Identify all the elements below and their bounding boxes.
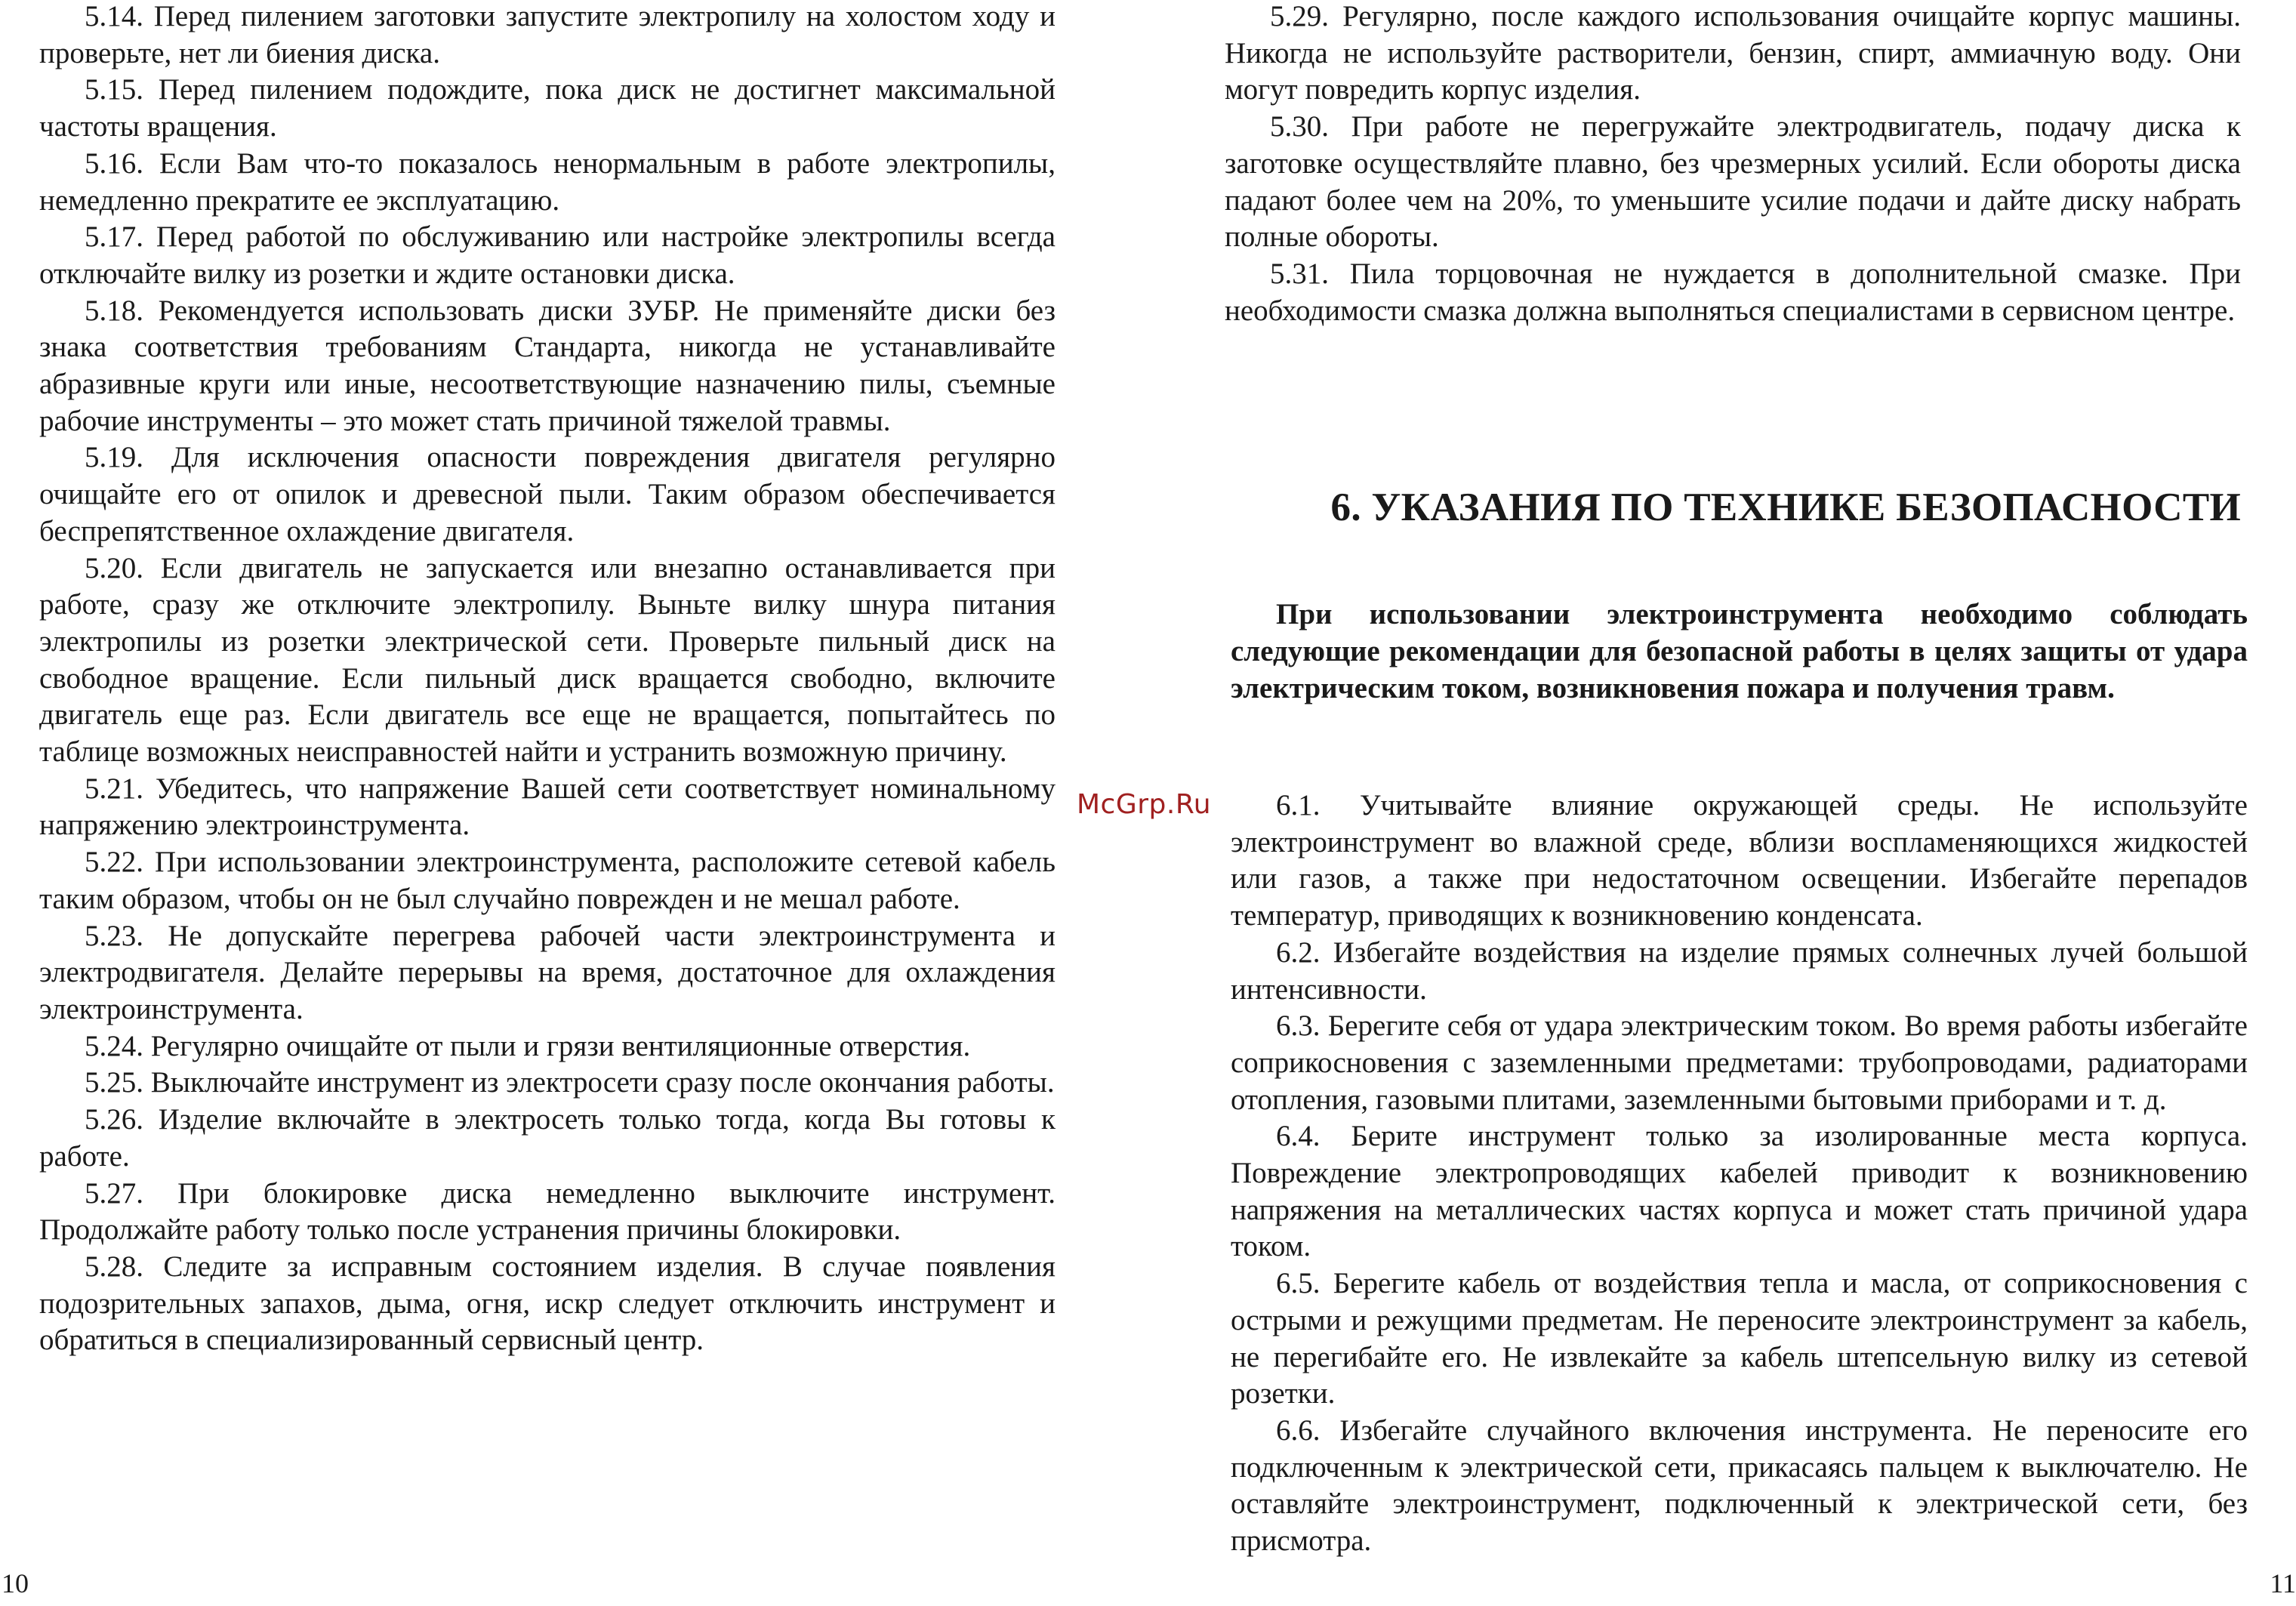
paragraph-6-4: 6.4. Берите инструмент только за изолированные места корпуса. Повреждение электропроводящих кабелей приводит к возникновению напряжения на металлических частях корпуса и может стать причиной удара током. [1231,1120,2248,1263]
paragraph-6-5: 6.5. Берегите кабель от воздействия тепла и масла, от соприкосновения с острыми и режущими предметам. Не переносите электроинструмент за кабель, не перегибайте его. Не извлекайте за кабель штепсельную вилку из сетевой розетки. [1231,1267,2248,1410]
paragraph-5-23: 5.23. Не допускайте перегрева рабочей части электроинструмента и электродвигателя. Делайте перерывы на время, достаточное для охлаждения электроинструмента. [39,919,1056,1025]
paragraph-5-21: 5.21. Убедитесь, что напряжение Вашей сети соответствует номинальному напряжению электроинструмента. [39,772,1056,842]
paragraph-5-29: 5.29. Регулярно, после каждого использования очищайте корпус машины. Никогда не используйте растворители, бензин, спирт, аммиачную воду. Они могут повредить корпус изделия. [1225,0,2241,106]
paragraph-5-17: 5.17. Перед работой по обслуживанию или настройке электропилы всегда отключайте вилку из розетки и ждите остановки диска. [39,220,1056,290]
left-text-column [39,0,1056,1359]
paragraph-6-2: 6.2. Избегайте воздействия на изделие прямых солнечных лучей большой интенсивности. [1231,936,2248,1006]
section-heading: 6. УКАЗАНИЯ ПО ТЕХНИКЕ БЕЗОПАСНОСТИ [1330,485,2241,529]
right-lower-text-column [1231,788,2248,1560]
paragraph-5-27: 5.27. При блокировке диска немедленно выключите инструмент. Продолжайте работу только после устранения причины блокировки. [39,1176,1056,1247]
paragraph-5-15: 5.15. Перед пилением подождите, пока диск не достигнет максимальной частоты вращения. [39,73,1056,143]
paragraph-5-16: 5.16. Если Вам что-то показалось ненормальным в работе электропилы, немедленно прекратите ее эксплуатацию. [39,146,1056,217]
paragraph-5-30: 5.30. При работе не перегружайте электродвигатель, подачу диска к заготовке осуществляйте плавно, без чрезмерных усилий. Если обороты диска падают более чем на 20%, то уменьшите усилие подачи и дайте диску набрать полные обороты. [1225,110,2241,254]
right-page [1148,0,2296,1606]
paragraph-5-18: 5.18. Рекомендуется использовать диски ЗУБР. Не применяйте диски без знака соответствия требованиям Стандарта, никогда не устанавливайте абразивные круги или иные, несоответствующие назначению пилы, съемные рабочие инструменты – это может стать причиной тяжелой травмы. [39,294,1056,437]
paragraph-5-28: 5.28. Следите за исправным состоянием изделия. В случае появления подозрительных запахов, дыма, огня, искр следует отключить инструмент и обратиться в специализированный сервисный центр. [39,1250,1056,1357]
page-number-left: 10 [2,1568,29,1598]
paragraph-5-31: 5.31. Пила торцовочная не нуждается в дополнительной смазке. При необходимости смазка должна выполняться специалистами в сервисном центре. [1225,257,2241,327]
right-upper-text-column [1225,0,2241,329]
paragraph-5-25: 5.25. Выключайте инструмент из электросети сразу после окончания работы. [85,1066,1055,1099]
paragraph-5-22: 5.22. При использовании электроинструмента, расположите сетевой кабель таким образом, чтобы он не был случайно поврежден и не мешал работе. [39,846,1056,915]
paragraph-6-1: 6.1. Учитывайте влияние окружающей среды. Не используйте электроинструмент во влажной среде, вблизи воспламеняющихся жидкостей или газов, а также при недостаточном освещении. Избегайте перепадов температур, приводящих к возникновению конденсата. [1231,789,2248,932]
paragraph-6-6: 6.6. Избегайте случайного включения инструмента. Не переносите его подключенным к электрической сети, прикасаясь пальцем к выключателю. Не оставляйте электроинструмент, подключенный к электрической сети, без присмотра. [1231,1413,2248,1558]
paragraph-5-14: 5.14. Перед пилением заготовки запустите электропилу на холостом ходу и проверьте, нет ли биения диска. [39,0,1056,69]
paragraph-5-26: 5.26. Изделие включайте в электросеть только тогда, когда Вы готовы к работе. [39,1103,1056,1173]
paragraph-5-24: 5.24. Регулярно очищайте от пыли и грязи вентиляционные отверстия. [85,1029,971,1062]
page-number-right: 11 [2270,1568,2296,1598]
paragraph-6-3: 6.3. Берегите себя от удара электрическим током. Во время работы избегайте соприкосновения с заземленными предметами: трубопроводами, радиаторами отопления, газовыми плитами, заземленными бытовыми приборами и т. д. [1231,1010,2248,1116]
paragraph-5-19: 5.19. Для исключения опасности повреждения двигателя регулярно очищайте его от опилок и древесной пыли. Таким образом обеспечивается беспрепятственное охлаждение двигателя. [39,441,1056,547]
section-intro: При использовании электроинструмента необходимо соблюдать следующие рекомендации для безопасной работы в целях защиты от удара электрическим током, возникновения пожара и получения травм. [1231,598,2248,704]
watermark: McGrp.Ru [1077,789,1212,820]
paragraph-5-20: 5.20. Если двигатель не запускается или внезапно останавливается при работе, сразу же отключите электропилу. Выньте вилку шнура питания электропилы из розетки электрической сети. Проверьте пильный диск на свободное вращение. Если пильный диск вращается свободно, включите двигатель еще раз. Если двигатель все еще не вращается, попытайтесь по таблице возможных неисправностей найти и устранить возможную причину. [39,551,1056,769]
